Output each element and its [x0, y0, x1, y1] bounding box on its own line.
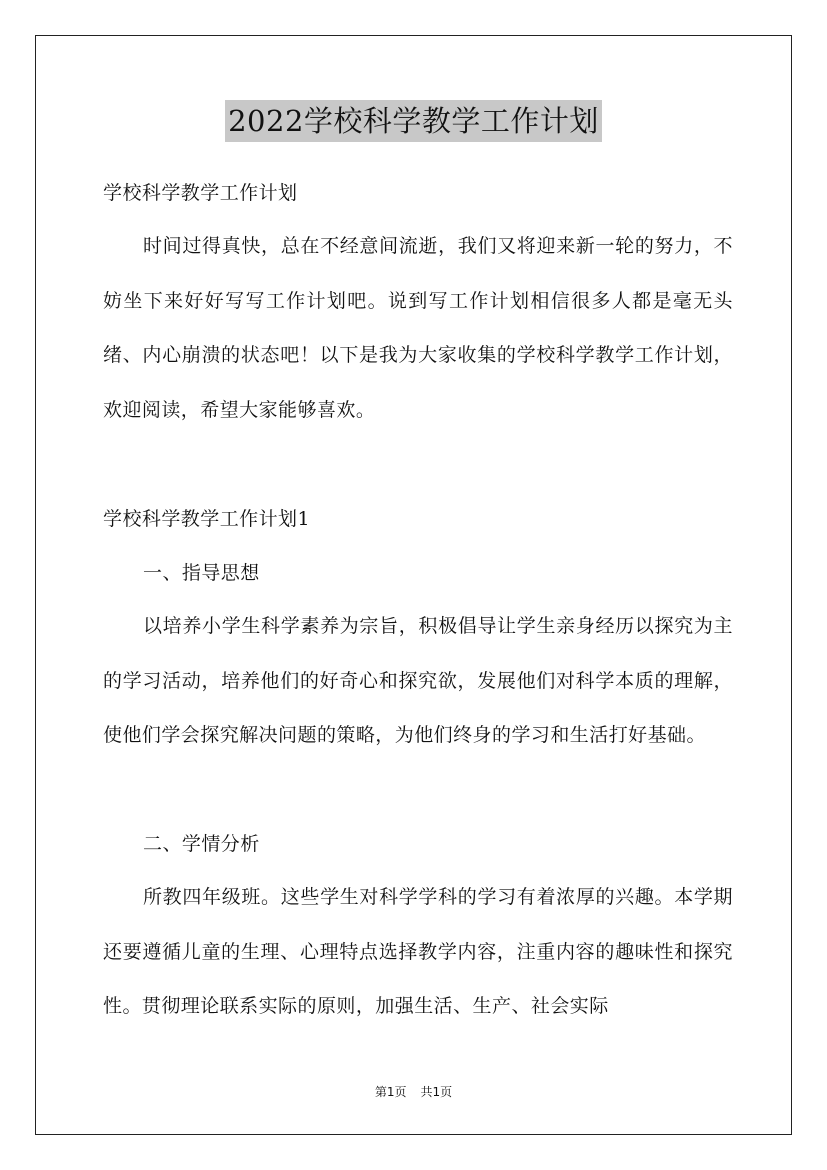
section-heading-student-analysis: 二、学情分析: [143, 833, 260, 855]
plan-heading: 学校科学教学工作计划1: [103, 508, 311, 530]
section-body-guiding-ideology: 以培养小学生科学素养为宗旨，积极倡导让学生亲身经历以探究为主的学习活动，培养他们的好奇心和探究欲，发展他们对科学本质的理解，使他们学会探究解决问题的策略，为他们终身的学习和生活打好基础。: [103, 615, 733, 747]
document-subtitle: 学校科学教学工作计划: [103, 182, 298, 204]
page-number-current: 第1页: [374, 1085, 407, 1099]
page-number-total: 共1页: [420, 1085, 453, 1099]
page-footer: [0, 1084, 827, 1100]
section-body-student-analysis: 所教四年级班。这些学生对科学学科的学习有着浓厚的兴趣。本学期还要遵循儿童的生理、心理特点选择教学内容，注重内容的趣味性和探究性。贯彻理论联系实际的原则，加强生活、生产、社会实际: [103, 886, 733, 1018]
document-title-text: 2022学校科学教学工作计划: [225, 100, 602, 142]
document-title: [0, 100, 827, 142]
intro-paragraph: 时间过得真快，总在不经意间流逝，我们又将迎来新一轮的努力，不妨坐下来好好写写工作计划吧。说到写工作计划相信很多人都是毫无头绪、内心崩溃的状态吧！以下是我为大家收集的学校科学教学工作计划，欢迎阅读，希望大家能够喜欢。: [103, 235, 733, 422]
section-heading-guiding-ideology: 一、指导思想: [143, 562, 260, 584]
